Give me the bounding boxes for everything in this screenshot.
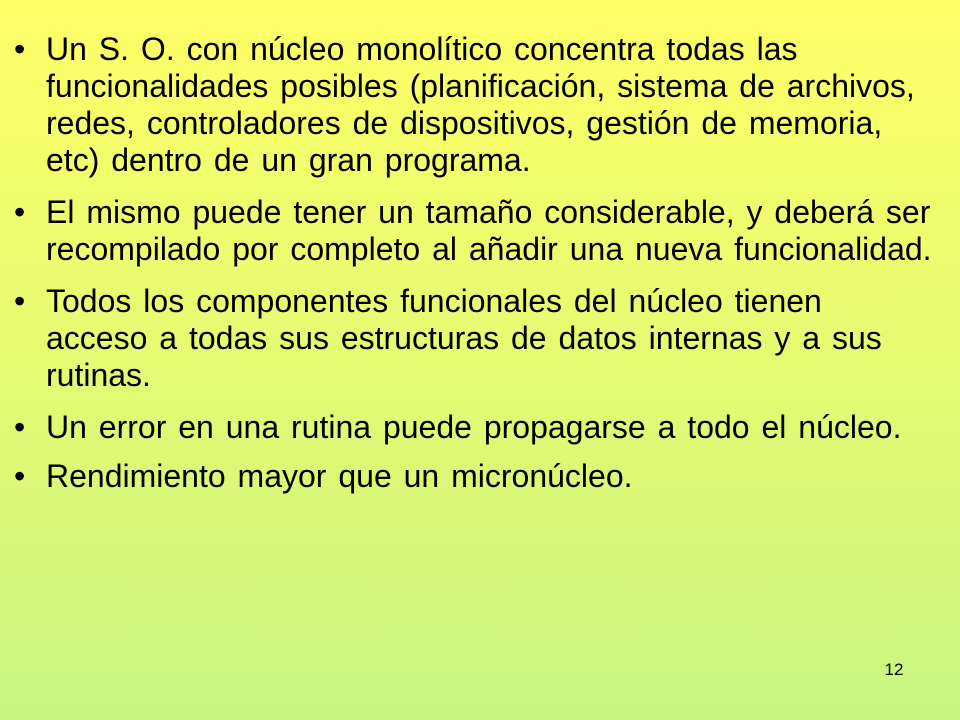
bullet-dot-icon: • <box>14 31 26 67</box>
bullet-text: Un error en una rutina puede propagarse a todo el núcleo. <box>46 409 902 445</box>
bullet-item-size-recompile <box>14 194 934 268</box>
bullet-dot-icon: • <box>14 409 26 445</box>
bullet-list <box>14 31 934 510</box>
bullet-dot-icon: • <box>14 283 26 319</box>
bullet-item-performance <box>14 458 934 495</box>
bullet-item-error-propagation <box>14 409 934 446</box>
bullet-text: Todos los componentes funcionales del núcleo tienen acceso a todas sus estructuras de datos internas y a sus rutinas. <box>46 283 882 393</box>
bullet-item-shared-access <box>14 283 934 394</box>
bullet-dot-icon: • <box>14 458 26 494</box>
bullet-text: Rendimiento mayor que un micronúcleo. <box>46 458 633 494</box>
bullet-text: El mismo puede tener un tamaño considerable, y deberá ser recompilado por completo al añadir una nueva funcionalidad. <box>46 194 932 267</box>
bullet-item-monolithic-definition <box>14 31 934 179</box>
bullet-text: Un S. O. con núcleo monolítico concentra todas las funcionalidades posibles (planificación, sistema de archivos, redes, controladores de dispositivos, gestión de memoria, etc) dentro de un gran programa. <box>46 31 915 178</box>
page-number: 12 <box>884 660 904 679</box>
bullet-dot-icon: • <box>14 194 26 230</box>
